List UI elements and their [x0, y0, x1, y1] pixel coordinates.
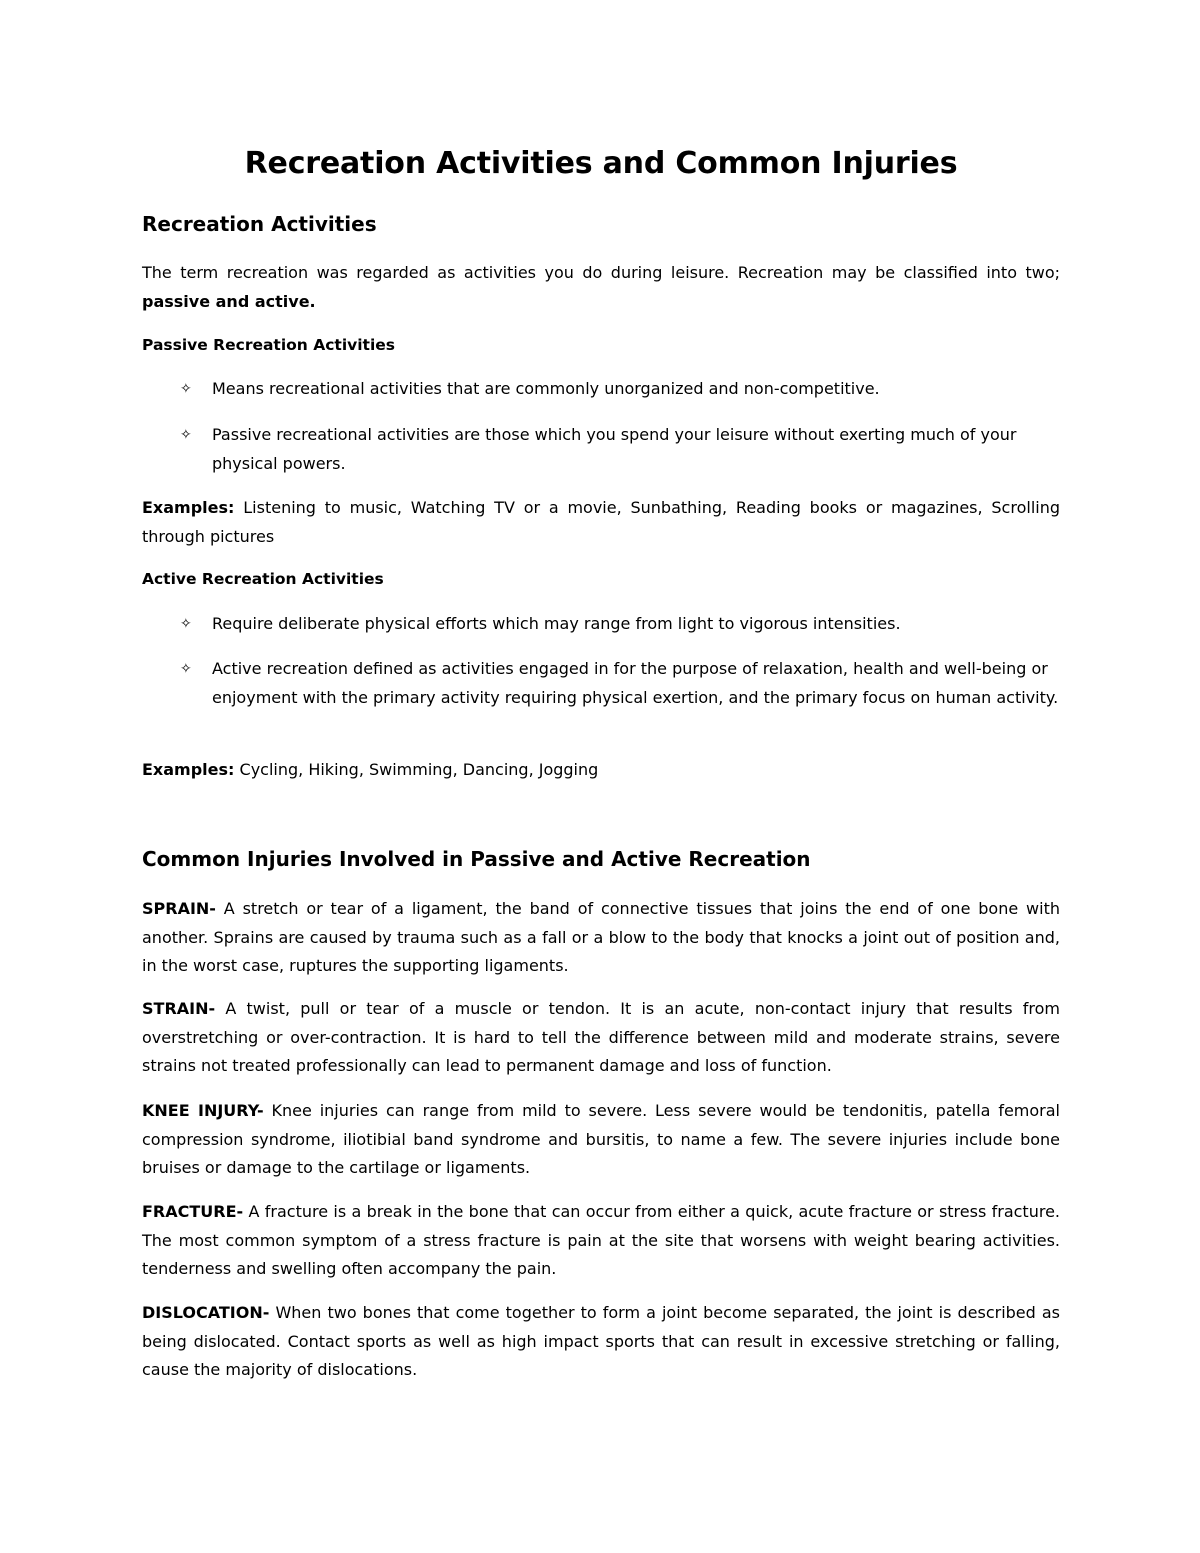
injury-term: SPRAIN- [142, 899, 216, 918]
bullet-text: Means recreational activities that are commonly unorganized and non-competitive. [212, 379, 880, 398]
bullet-text: Require deliberate physical efforts which may range from light to vigorous intensities. [212, 614, 901, 633]
passive-heading: Passive Recreation Activities [142, 336, 396, 354]
examples-label: Examples: [142, 498, 235, 517]
injury-knee [142, 1097, 1060, 1183]
page-title: Recreation Activities and Common Injuries [244, 146, 958, 181]
injury-sprain [142, 895, 1060, 981]
list-item [180, 655, 1060, 712]
intro-bold: passive and active. [142, 291, 316, 311]
diamond-star-icon: ✧ [180, 616, 192, 632]
injury-term: DISLOCATION- [142, 1303, 270, 1322]
intro-text: The term recreation was regarded as activities you do during leisure. Recreation may be classified into two; [142, 263, 1060, 282]
active-examples [142, 756, 1060, 785]
examples-label: Examples: [142, 760, 235, 779]
injury-term: STRAIN- [142, 999, 216, 1018]
injury-text: A fracture is a break in the bone that can occur from either a quick, acute fracture or stress fracture. The most common symptom of a stress fracture is pain at the site that worsens with weight bearing activities. tenderness and swelling often accompany the pain. [142, 1202, 1060, 1278]
diamond-star-icon: ✧ [180, 381, 192, 397]
list-item [180, 375, 1060, 404]
injury-term: FRACTURE- [142, 1202, 244, 1221]
injury-fracture [142, 1198, 1060, 1284]
bullet-text: Active recreation defined as activities engaged in for the purpose of relaxation, health and well-being or enjoyment with the primary activity requiring physical exertion, and the primary focus on human activity. [212, 659, 1059, 707]
diamond-star-icon: ✧ [180, 661, 192, 677]
passive-examples [142, 494, 1060, 551]
injury-text: When two bones that come together to form a joint become separated, the joint is described as being dislocated. Contact sports as well as high impact sports that can result in excessive stretching or falling, cause the majority of dislocations. [142, 1303, 1061, 1379]
examples-text: Listening to music, Watching TV or a movie, Sunbathing, Reading books or magazines, Scrolling through pictures [142, 498, 1061, 546]
injuries-heading: Common Injuries Involved in Passive and Active Recreation [142, 847, 811, 871]
examples-text: Cycling, Hiking, Swimming, Dancing, Jogging [239, 760, 599, 779]
injury-dislocation [142, 1299, 1060, 1385]
active-heading: Active Recreation Activities [142, 570, 384, 588]
injury-text: Knee injuries can range from mild to severe. Less severe would be tendonitis, patella femoral compression syndrome, iliotibial band syndrome and bursitis, to name a few. The severe injuries include bone bruises or damage to the cartilage or ligaments. [142, 1101, 1060, 1177]
bullet-text: Passive recreational activities are those which you spend your leisure without exerting much of your physical powers. [212, 425, 1017, 473]
list-item [180, 421, 1060, 478]
recreation-intro [142, 259, 1060, 316]
injury-text: A twist, pull or tear of a muscle or tendon. It is an acute, non-contact injury that results from overstretching or over-contraction. It is hard to tell the difference between mild and moderate strains, severe strains not treated professionally can lead to permanent damage and loss of function. [142, 999, 1060, 1075]
injury-term: KNEE INJURY- [142, 1101, 264, 1120]
injury-text: A stretch or tear of a ligament, the band of connective tissues that joins the end of one bone with another. Sprains are caused by trauma such as a fall or a blow to the body that knocks a joint out of position and, in the worst case, ruptures the supporting ligaments. [142, 899, 1060, 975]
diamond-star-icon: ✧ [180, 427, 192, 443]
injury-strain [142, 995, 1060, 1081]
list-item [180, 610, 1060, 639]
recreation-heading: Recreation Activities [142, 212, 377, 236]
